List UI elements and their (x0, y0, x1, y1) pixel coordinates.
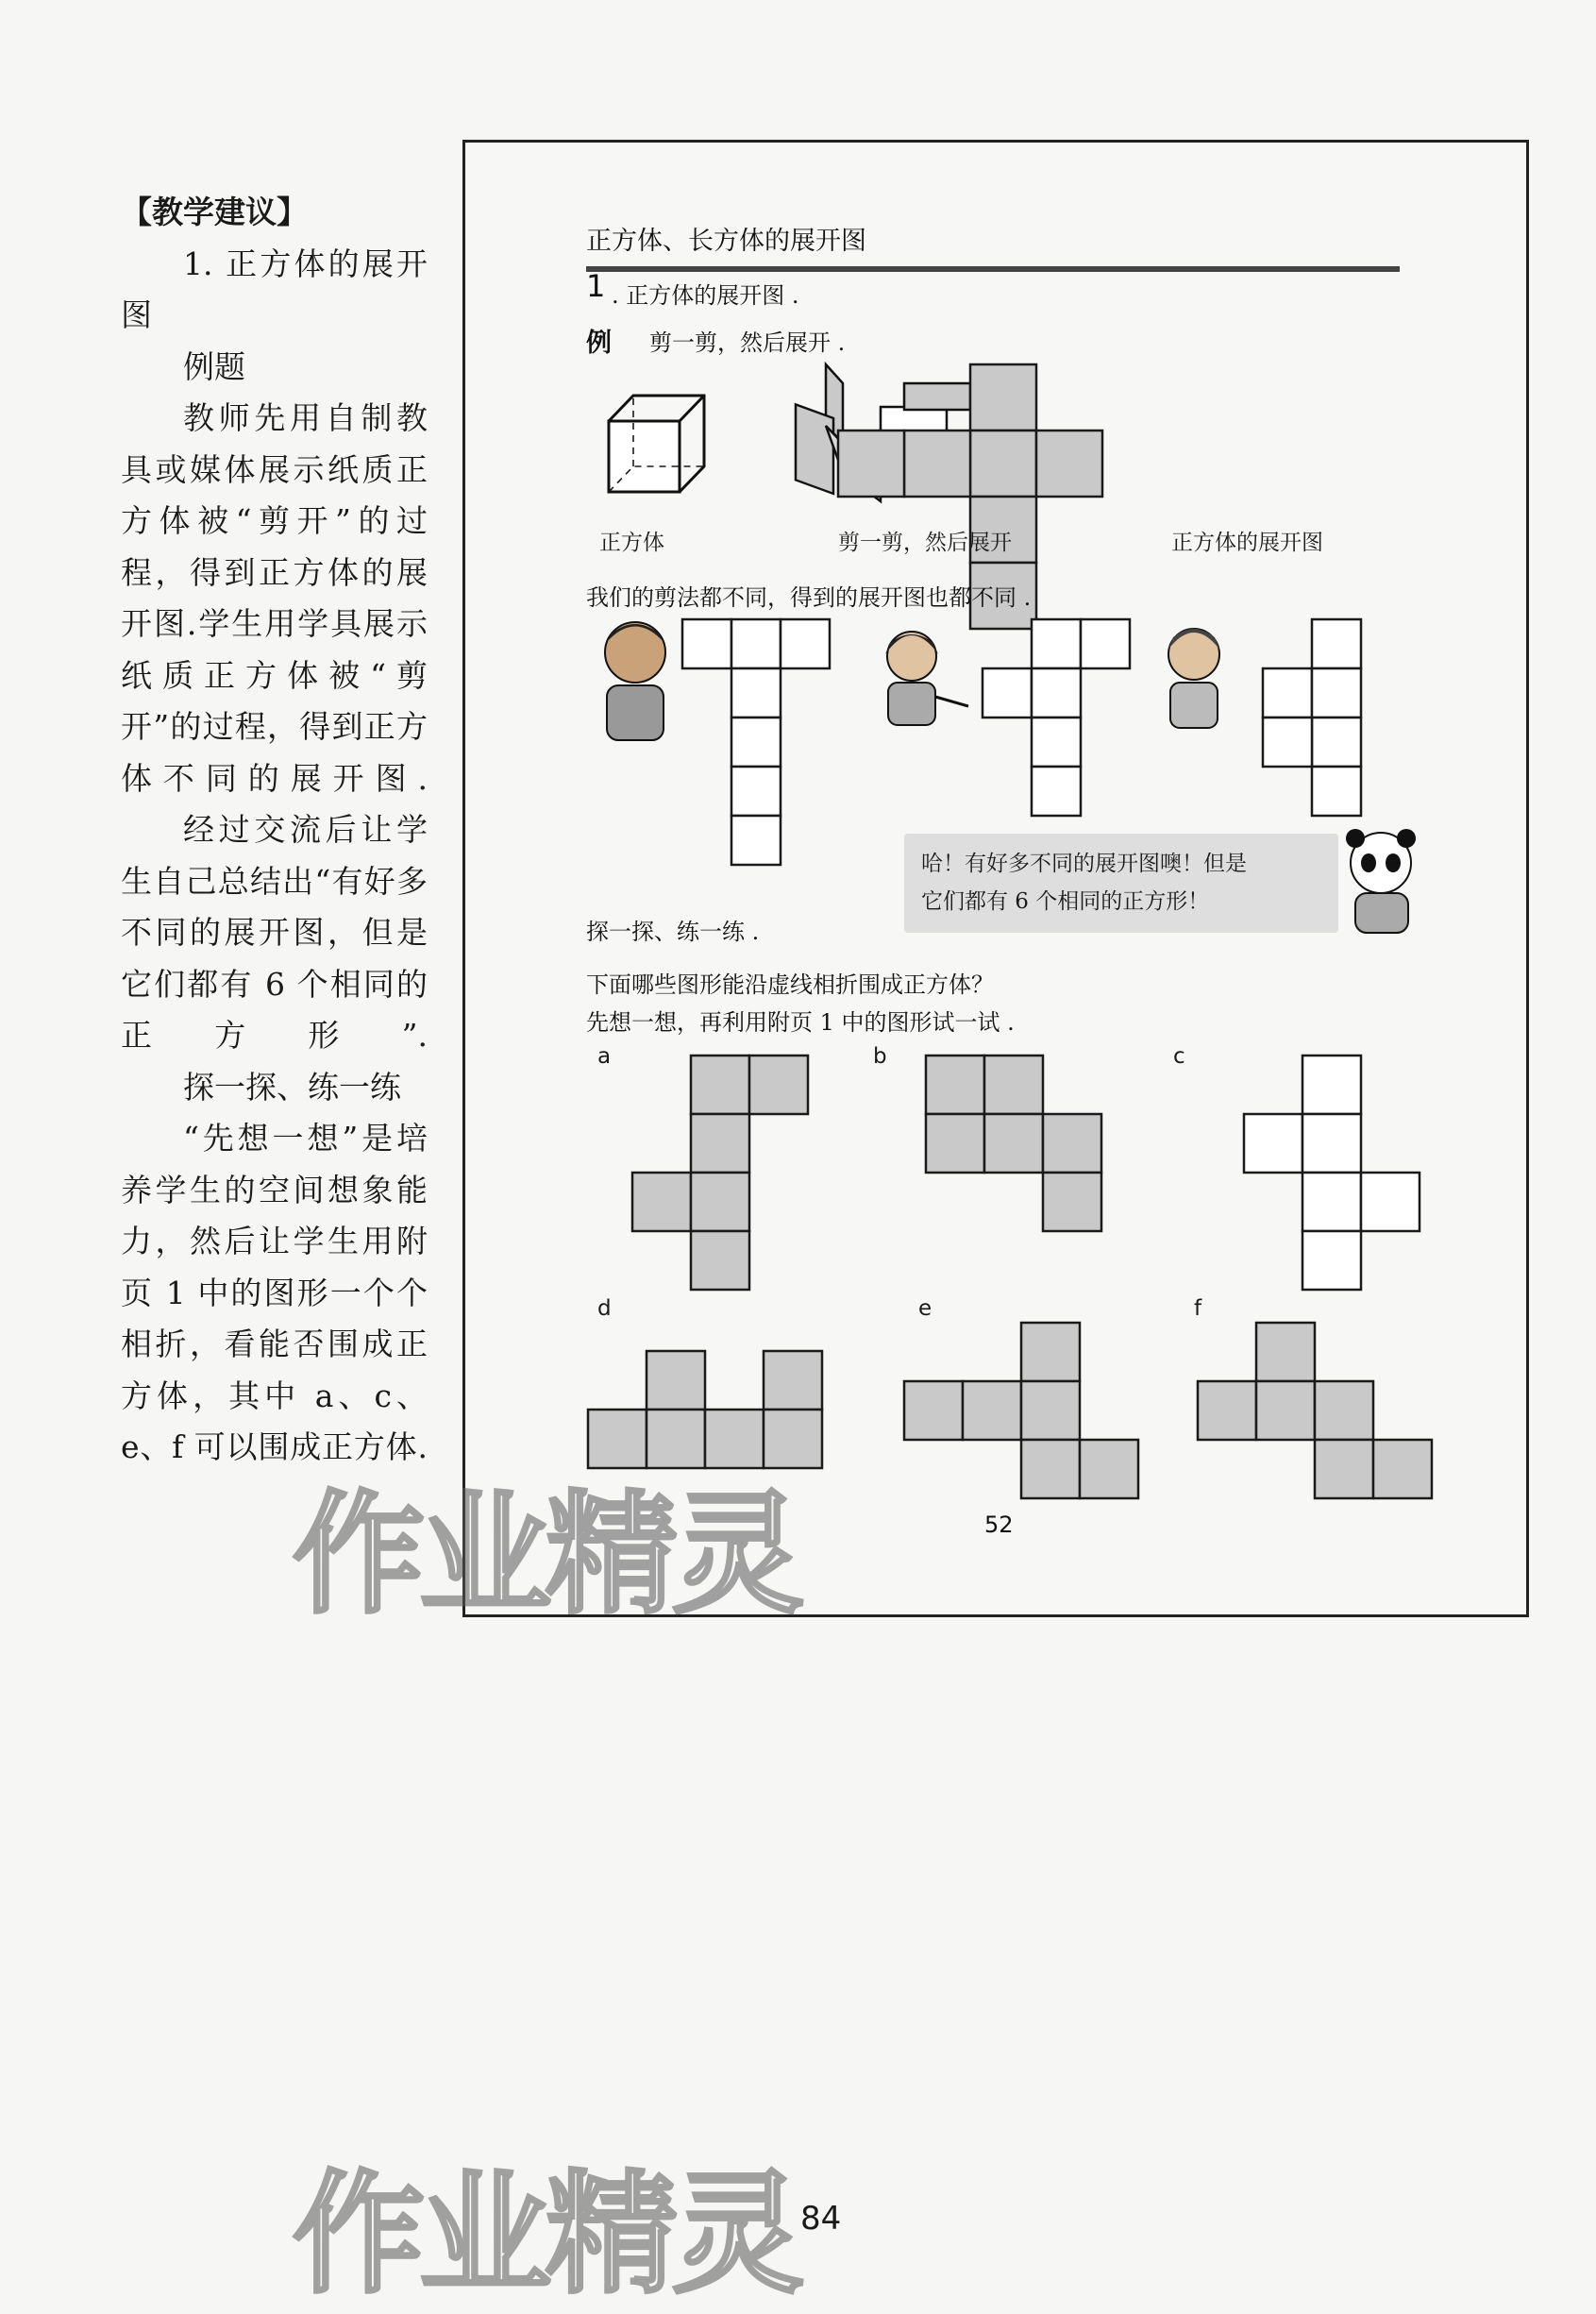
net-square (1302, 1231, 1361, 1290)
net-square (764, 1351, 822, 1410)
net-square (691, 1231, 749, 1290)
net-square (1312, 619, 1361, 668)
net-square (1198, 1381, 1256, 1440)
watermark-logo: 作业精灵 (293, 2158, 799, 2312)
net-square (1032, 668, 1081, 718)
option-label-b: b (873, 1044, 887, 1069)
net-square (1315, 1440, 1373, 1498)
net-square (1315, 1381, 1373, 1440)
teaching-paragraph: 例题 (183, 347, 245, 385)
option-label-f: f (1194, 1296, 1202, 1321)
net-square (904, 1381, 963, 1440)
net-option-c (1244, 1056, 1420, 1290)
boy-avatar (593, 615, 678, 742)
net-square (1043, 1114, 1101, 1173)
net-square (1081, 619, 1130, 668)
example-text: 剪一剪，然后展开 . (649, 329, 846, 356)
net-square (1032, 767, 1081, 816)
net-square (1263, 718, 1312, 767)
net-square (1021, 1440, 1080, 1498)
net-square (1043, 1173, 1101, 1231)
net-square (1256, 1323, 1315, 1381)
textbook-page-number: 52 (984, 1512, 1014, 1538)
net-square (1263, 668, 1312, 718)
net-square (682, 619, 731, 668)
speech-line: 哈！有好多不同的展开图噢！但是 (921, 852, 1247, 876)
net-square (731, 718, 781, 767)
net-kid-1 (682, 619, 830, 865)
speech-line: 它们都有 6 个相同的正方形！ (921, 889, 1210, 914)
option-label-d: d (597, 1296, 612, 1321)
net-square (1021, 1381, 1080, 1440)
net-option-f (1198, 1323, 1432, 1498)
net-square (984, 1114, 1043, 1173)
teaching-paragraph: “先想一想”是培养学生的空间想象能力，然后让学生用附页 1 中的图形一个个相折，看能否围成正方体，其中 a、c、e、f 可以围成正方体. (121, 1120, 428, 1465)
net-square (632, 1173, 691, 1231)
section-heading: . 正方体的展开图 . (612, 282, 799, 309)
net-square (781, 619, 830, 668)
textbook-page (462, 140, 1529, 1617)
book-title: 正方体、长方体的展开图 (586, 227, 866, 256)
net-square (1302, 1173, 1361, 1231)
net-option-a (632, 1056, 808, 1290)
net-square (1080, 1440, 1138, 1498)
teaching-paragraph: 探一探、练一练 (183, 1068, 401, 1106)
net-square (1021, 1323, 1080, 1381)
teaching-suggestion-column (121, 187, 428, 1474)
teaching-paragraph: 教师先用自制教具或媒体展示纸质正方体被“剪开”的过程，得到正方体的展开图.学生用学具展示纸质正方体被“剪开”的过程，得到正方体不同的展开图. (121, 399, 428, 797)
net-kid-2 (983, 619, 1130, 816)
watermark-logo: 作业精灵 (293, 1478, 799, 1632)
net-square (1373, 1440, 1432, 1498)
example-label: 例 (586, 329, 612, 358)
net-square (1256, 1381, 1315, 1440)
caption-cut: 剪一剪，然后展开 (838, 531, 1012, 555)
option-label-c: c (1173, 1044, 1185, 1069)
net-square (1244, 1114, 1302, 1173)
teaching-heading: 【教学建议】 (121, 194, 308, 230)
teaching-paragraph: 1. 正方体的展开图 (121, 245, 428, 333)
net-square (731, 767, 781, 816)
net-square (1032, 718, 1081, 767)
net-square (691, 1056, 749, 1114)
speech-bubble (904, 834, 1338, 933)
page-number: 84 (800, 2200, 842, 2238)
net-square (1312, 767, 1361, 816)
net-square (1302, 1056, 1361, 1114)
net-square (984, 1056, 1043, 1114)
panda-avatar (1338, 827, 1423, 936)
explore-text: 探一探、练一练 . (586, 919, 760, 945)
caption-net: 正方体的展开图 (1171, 531, 1323, 555)
net-square (731, 816, 781, 865)
net-square (691, 1173, 749, 1231)
girl-avatar (869, 617, 973, 730)
option-label-e: e (918, 1296, 932, 1321)
caption-cube: 正方体 (599, 531, 664, 555)
net-square (731, 619, 781, 668)
net-square (983, 668, 1032, 718)
different-text: 我们的剪法都不同，得到的展开图也都不同 . (586, 584, 1032, 611)
net-square (926, 1056, 984, 1114)
net-square (749, 1056, 808, 1114)
net-square (647, 1351, 705, 1410)
net-square (963, 1381, 1021, 1440)
net-square (1032, 619, 1081, 668)
option-label-a: a (597, 1044, 612, 1069)
question-line: 下面哪些图形能沿虚线相折围成正方体？ (586, 971, 994, 998)
section-number: 1 (586, 268, 606, 304)
net-option-b (926, 1056, 1101, 1231)
net-square (1312, 668, 1361, 718)
net-option-e (904, 1323, 1138, 1498)
net-kid-3 (1263, 619, 1361, 816)
net-square (691, 1114, 749, 1173)
girl2-avatar (1147, 615, 1236, 733)
net-square (926, 1114, 984, 1173)
net-square (1361, 1173, 1420, 1231)
question-line: 先想一想，再利用附页 1 中的图形试一试 . (586, 1009, 1015, 1036)
net-square (1302, 1114, 1361, 1173)
teaching-paragraph: 经过交流后让学生自己总结出“有好多不同的展开图，但是它们都有 6 个相同的正方形”. (121, 811, 428, 1054)
net-square (731, 668, 781, 718)
net-square (1312, 718, 1361, 767)
